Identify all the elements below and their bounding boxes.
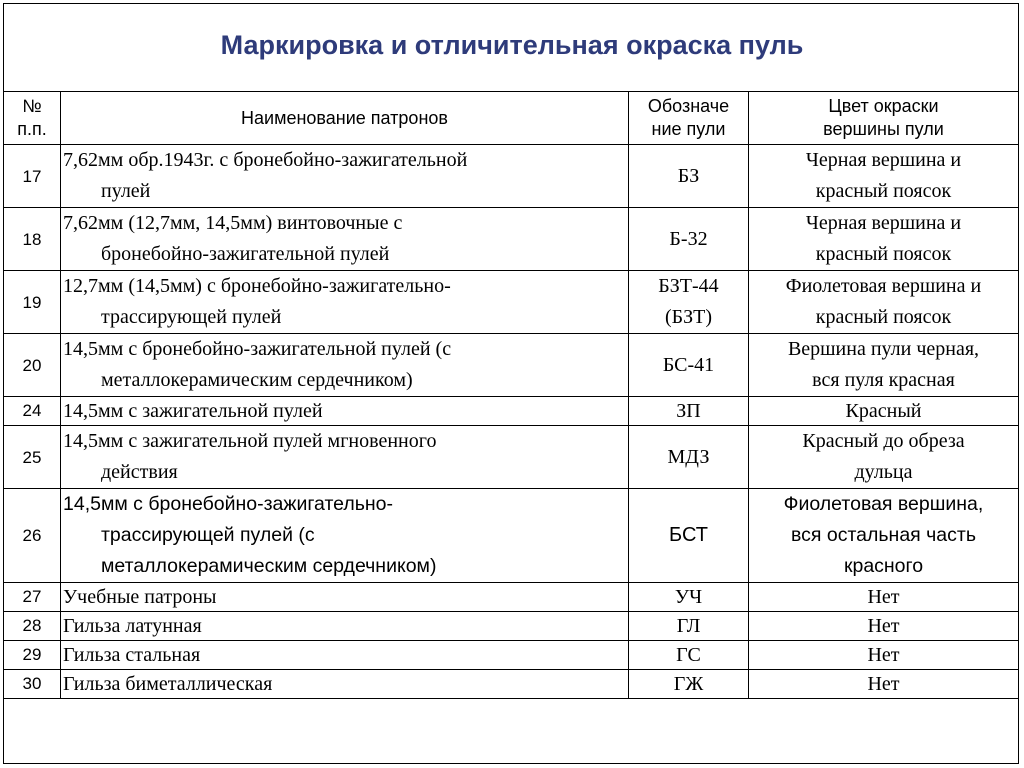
table-row [4,612,1019,641]
row-color: Нет [749,641,1019,670]
row-name-line: бронебойно-зажигательной пулей [101,243,390,265]
header-code-line: ние пули [651,119,726,139]
row-name-line: металлокерамическим сердечником) [101,369,413,391]
row-name-line: 14,5мм с зажигательной пулей мгновенного [63,430,437,452]
table-row [4,334,1019,397]
table-row [4,583,1019,612]
row-color: Нет [749,612,1019,641]
table-row [4,489,1019,583]
row-num: 26 [4,489,61,583]
row-name: Гильза латунная [61,612,629,641]
row-name: Гильза биметаллическая [61,670,629,699]
header-code-line: Обозначе [647,96,730,116]
table-row [4,271,1019,334]
row-color-line: Красный до обреза [802,430,965,452]
row-num: 30 [4,670,61,699]
row-code-line: БЗТ-44 [658,275,719,297]
row-color-line: дульца [854,461,913,483]
header-color [749,92,1019,145]
row-color-line: Фиолетовая вершина и [785,275,982,297]
row-code: УЧ [629,583,749,612]
row-color-line: красный поясок [815,243,952,265]
row-code: БСТ [629,489,749,583]
page-title: Маркировка и отличительная окраска пуль [220,30,804,60]
row-name: Учебные патроны [61,583,629,612]
row-code: БЗ [629,145,749,208]
row-name [61,426,629,489]
header-color-line: вершины пули [823,119,944,139]
row-color-line: красный поясок [815,306,952,328]
row-code: ГС [629,641,749,670]
row-code [629,271,749,334]
row-code: БС-41 [629,334,749,397]
row-name-line: 7,62мм (12,7мм, 14,5мм) винтовочные с [63,212,403,234]
row-color-line: вся пуля красная [812,369,955,391]
row-num: 25 [4,426,61,489]
bullet-marking-table [3,91,1019,699]
row-color: Красный [749,397,1019,426]
row-code: ГЛ [629,612,749,641]
row-color-line: вся остальная часть [791,524,976,546]
row-color [749,208,1019,271]
row-num: 28 [4,612,61,641]
row-color [749,489,1019,583]
row-name-line: 14,5мм с бронебойно-зажигательно- [63,493,393,515]
row-color-line: Черная вершина и [805,149,962,171]
row-num: 19 [4,271,61,334]
header-num [4,92,61,145]
header-num-line: п.п. [17,119,47,139]
header-name: Наименование патронов [61,92,629,145]
table-row [4,641,1019,670]
row-code: ЗП [629,397,749,426]
row-name-line: трассирующей пулей [101,306,282,328]
row-num: 24 [4,397,61,426]
row-name: 14,5мм с зажигательной пулей [61,397,629,426]
row-name [61,208,629,271]
row-name-line: металлокерамическим сердечником) [101,555,437,577]
row-name-line: пулей [101,180,151,202]
row-color-line: Вершина пули черная, [787,338,980,360]
row-name-line: 7,62мм обр.1943г. с бронебойно-зажигательной [63,149,468,171]
row-code: Б-32 [629,208,749,271]
row-color-line: Фиолетовая вершина, [783,493,984,515]
row-num: 27 [4,583,61,612]
row-num: 29 [4,641,61,670]
row-name-line: 12,7мм (14,5мм) с бронебойно-зажигательно- [63,275,451,297]
row-name: Гильза стальная [61,641,629,670]
row-name-line: трассирующей пулей (с [101,524,315,546]
header-num-line: № [22,96,42,116]
row-color: Нет [749,670,1019,699]
row-color [749,334,1019,397]
row-code-line: (БЗТ) [664,306,713,328]
row-num: 17 [4,145,61,208]
row-color-line: красный поясок [815,180,952,202]
row-name-line: 14,5мм с бронебойно-зажигательной пулей (с [63,338,452,360]
header-code [629,92,749,145]
table-row [4,670,1019,699]
table-row [4,208,1019,271]
row-code: МДЗ [629,426,749,489]
table-row [4,145,1019,208]
row-name-line: действия [101,461,178,483]
row-color-line: Черная вершина и [805,212,962,234]
header-color-line: Цвет окраски [828,96,939,116]
row-num: 20 [4,334,61,397]
row-color-line: красного [843,555,924,577]
table-row [4,426,1019,489]
table-row [4,397,1019,426]
row-color [749,271,1019,334]
row-name [61,334,629,397]
row-code: ГЖ [629,670,749,699]
row-num: 18 [4,208,61,271]
row-color: Нет [749,583,1019,612]
row-name [61,145,629,208]
row-color [749,426,1019,489]
row-color [749,145,1019,208]
table-header-row [4,92,1019,145]
row-name [61,271,629,334]
row-name [61,489,629,583]
